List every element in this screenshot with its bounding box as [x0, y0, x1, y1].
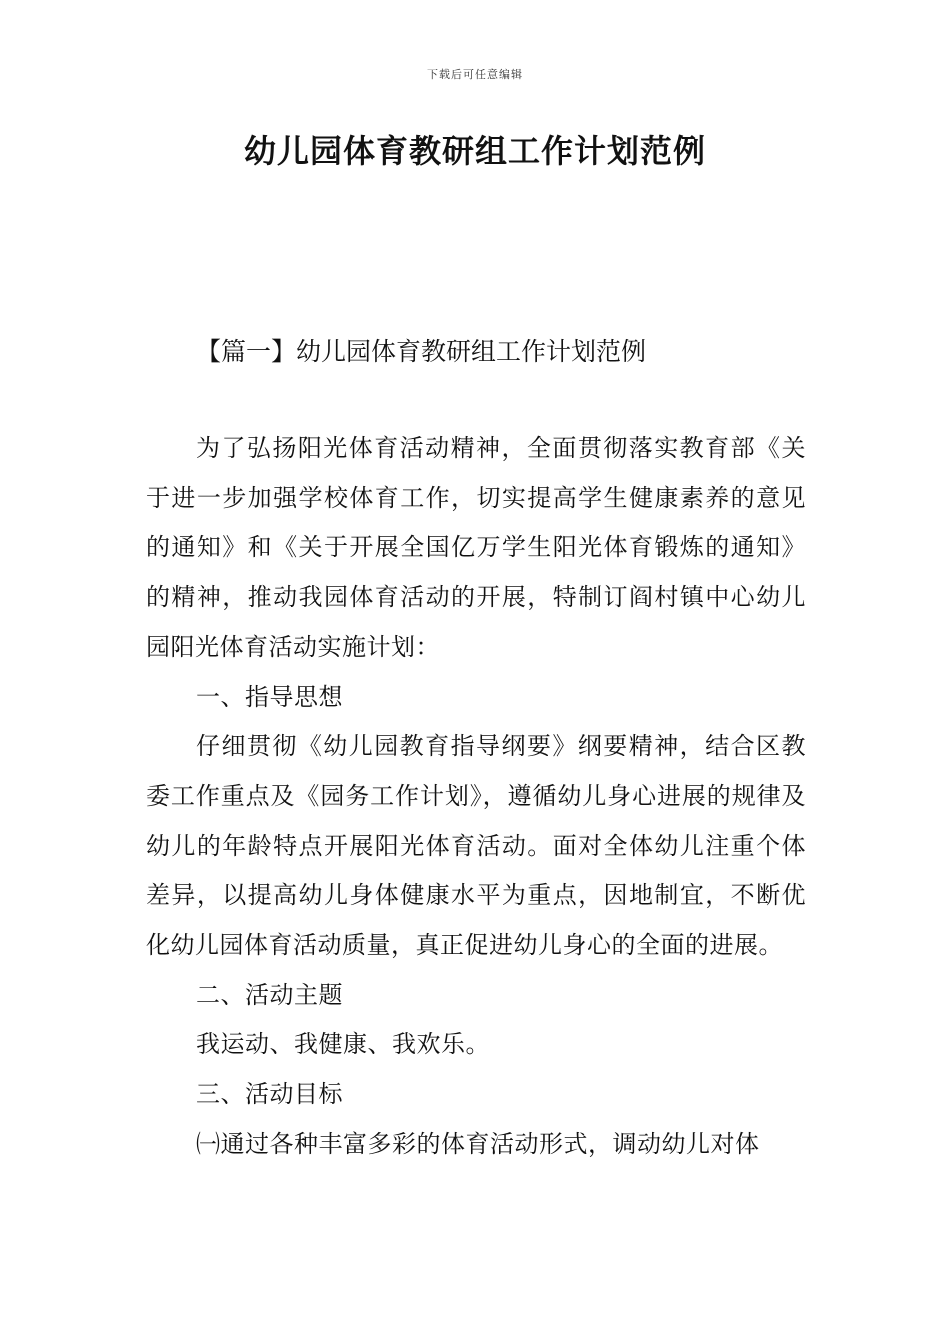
intro-paragraph: 为了弘扬阳光体育活动精神，全面贯彻落实教育部《关于进一步加强学校体育工作，切实提高学生健康素养的意见的通知》和《关于开展全国亿万学生阳光体育锻炼的通知》的精神，推动我园体育活动的开展，特制订阎村镇中心幼儿园阳光体育活动实施计划：	[146, 434, 806, 661]
document-body	[146, 424, 806, 1170]
document-title: 幼儿园体育教研组工作计划范例	[243, 132, 706, 170]
header-note: 下载后可任意编辑	[427, 68, 523, 81]
heading-activity-theme: 二、活动主题	[196, 980, 343, 1009]
heading-guiding-principle: 一、指导思想	[196, 682, 343, 711]
theme-paragraph: 我运动、我健康、我欢乐。	[196, 1030, 490, 1059]
goal-paragraph: ㈠通过各种丰富多彩的体育活动形式，调动幼儿对体	[196, 1129, 760, 1158]
heading-activity-goals: 三、活动目标	[196, 1080, 343, 1109]
section-heading: 【篇一】幼儿园体育教研组工作计划范例	[196, 337, 647, 366]
guiding-paragraph: 仔细贯彻《幼儿园教育指导纲要》纲要精神，结合区教委工作重点及《园务工作计划》，遵循幼儿身心进展的规律及幼儿的年龄特点开展阳光体育活动。面对全体幼儿注重个体差异，以提高幼儿身体健康水平为重点，因地制宜，不断优化幼儿园体育活动质量，真正促进幼儿身心的全面的进展。	[146, 732, 806, 960]
